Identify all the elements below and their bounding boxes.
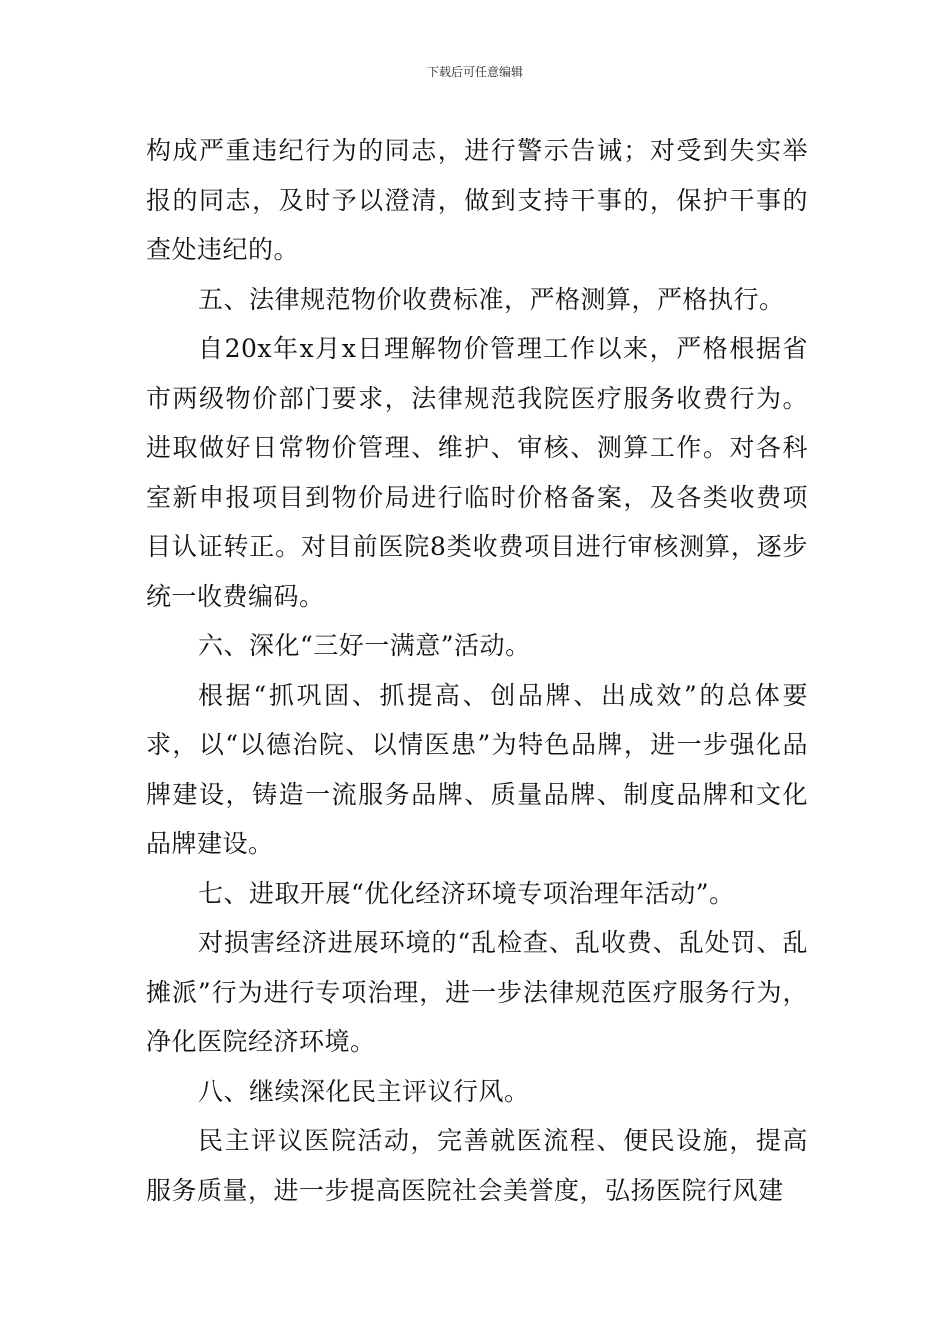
paragraph-democratic-review: 民主评议医院活动，完善就医流程、便民设施，提高服务质量，进一步提高医院社会美誉度，弘扬医院行风建 bbox=[146, 1126, 808, 1205]
page-header: 下载后可任意编辑 bbox=[426, 65, 523, 79]
paragraph-1: 构成严重违纪行为的同志，进行警示告诫；对受到失实举报的同志，及时予以澄清，做到支持干事的，保护干事的查处违纪的。 bbox=[146, 136, 808, 264]
paragraph-price-management: 自20x年x月x日理解物价管理工作以来，严格根据省市两级物价部门要求，法律规范我院医疗服务收费行为。进取做好日常物价管理、维护、审核、测算工作。对各科室新申报项目到物价局进行临时价格备案，及各类收费项目认证转正。对目前医院8类收费项目进行审核测算，逐步统一收费编码。 bbox=[146, 334, 808, 611]
paragraph-economic-environment: 对损害经济进展环境的“乱检查、乱收费、乱处罚、乱摊派”行为进行专项治理，进一步法律规范医疗服务行为，净化医院经济环境。 bbox=[146, 928, 808, 1056]
paragraph-brand-building: 根据“抓巩固、抓提高、创品牌、出成效”的总体要求，以“以德治院、以情医患”为特色品牌，进一步强化品牌建设，铸造一流服务品牌、质量品牌、制度品牌和文化品牌建设。 bbox=[146, 680, 808, 858]
section-heading-8: 八、继续深化民主评议行风。 bbox=[198, 1076, 530, 1106]
section-heading-5: 五、法律规范物价收费标准，严格测算，严格执行。 bbox=[198, 284, 785, 314]
section-heading-6: 六、深化“三好一满意”活动。 bbox=[198, 631, 531, 660]
section-heading-7: 七、进取开展“优化经济环境专项治理年活动”。 bbox=[198, 878, 735, 908]
document-body bbox=[146, 126, 808, 1215]
